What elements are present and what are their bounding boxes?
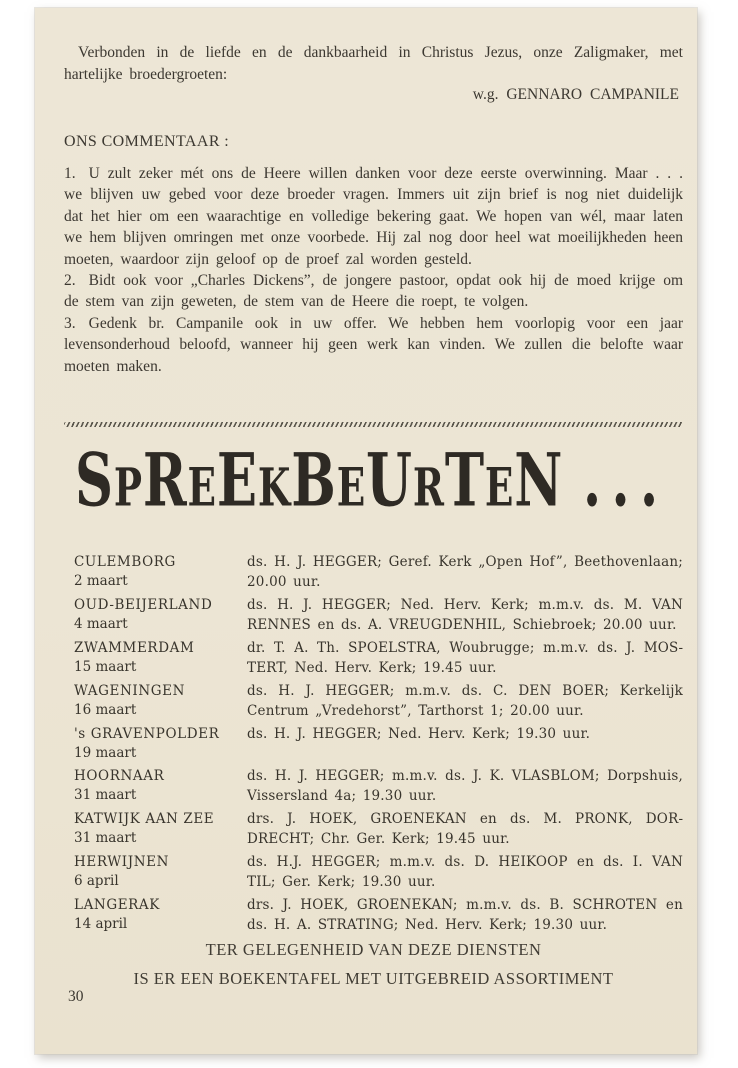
commentary-list: [64, 163, 683, 377]
schedule-row: [74, 596, 683, 635]
headline-letter: S: [75, 437, 114, 524]
headline-letter: K: [257, 458, 292, 519]
headline-letter: .: [582, 437, 603, 524]
headline-letter: T: [444, 437, 485, 524]
schedule-details: ds. H.J. HEGGER; m.m.v. ds. D. HEIKOOP en ds. I. VAN TIL; Ger. Kerk; 19.30 uur.: [247, 854, 683, 890]
schedule-place-name: ZWAMMERDAM: [74, 640, 195, 656]
schedule-place-cell: [74, 767, 247, 806]
schedule-place-name: CULEMBORG: [74, 554, 176, 570]
schedule-row: [74, 682, 683, 721]
headline-letter: E: [216, 437, 258, 524]
schedule-details: drs. J. HOEK, GROENEKAN en ds. M. PRONK, DORDRECHT; Chr. Ger. Kerk; 19.45 uur.: [247, 811, 683, 847]
headline-letter: E: [336, 458, 367, 519]
item-text: Bidt ook voor „Charles Dickens”, de jongere pastoor, opdat ook hij de moed krijge om de stem van zijn geweten, de stem van de Heere die roept, te volgen.: [64, 272, 683, 311]
schedule-row: [74, 639, 683, 678]
schedule-place-cell: [74, 853, 247, 892]
schedule-details: drs. J. HOEK, GROENEKAN; m.m.v. ds. B. SCHROTEN en ds. H. A. STRATING; Ned. Herv. Kerk; 19.30 uur.: [247, 897, 683, 933]
schedule-place-cell: [74, 639, 247, 678]
commentary-item-1: [64, 163, 683, 270]
schedule-row: [74, 853, 683, 892]
schedule-date: 6 april: [74, 873, 119, 889]
schedule-place-cell: [74, 725, 247, 763]
headline-letter: R: [142, 437, 188, 524]
schedule-place-cell: [74, 810, 247, 849]
section-headline-spreekbeurten: [75, 434, 659, 528]
schedule-place-name: LANGERAK: [74, 897, 160, 913]
schedule-row: [74, 896, 683, 935]
intro-paragraph: Verbonden in de liefde en de dankbaarheid in Christus Jezus, onze Zaligmaker, met hartelijke broedergroeten:: [64, 44, 683, 83]
headline-letter: U: [366, 437, 413, 524]
schedule-place-cell: [74, 596, 247, 635]
schedule-date: 19 maart: [74, 745, 137, 761]
schedule-row: [74, 725, 683, 763]
schedule-place-cell: [74, 682, 247, 721]
headline-letter: .: [639, 437, 660, 524]
schedule-place-name: HOORNAAR: [74, 768, 165, 784]
item-text: Gedenk br. Campanile ook in uw offer. We hebben hem voorlopig voor een jaar levensonderhoud beloofd, wanneer hij geen werk kan vinden. We zullen die belofte waar moeten maken.: [64, 314, 683, 375]
schedule-place-name: OUD-BEIJERLAND: [74, 597, 213, 613]
schedule-date: 31 maart: [74, 787, 137, 803]
schedule-details: dr. T. A. Th. SPOELSTRA, Woubrugge; m.m.v. ds. J. MOSTERT, Ned. Herv. Kerk; 19.45 uur.: [247, 640, 683, 676]
item-text: U zult zeker mét ons de Heere willen danken voor deze eerste overwinning. Maar . . . we blijven uw gebed voor deze broeder vragen. Immers uit zijn brief is nog niet duidelijk dat het hier om een waarachtige en volledige bekering gaat. We hopen van wél, maar laten we hem blijven omringen met onze voorbede. Hij zal nog door heel wat moeilijkheden heen moeten, waardoor zijn geloof op de proef zal worden gesteld.: [64, 165, 683, 268]
schedule-place-name: KATWIJK AAN ZEE: [74, 811, 215, 827]
schedule-details: ds. H. J. HEGGER; m.m.v. ds. J. K. VLASBLOM; Dorpshuis, Vissersland 4a; 19.30 uur.: [247, 768, 683, 804]
schedule-place-name: WAGENINGEN: [74, 683, 186, 699]
schedule-details: ds. H. J. HEGGER; Ned. Herv. Kerk; m.m.v. ds. M. VAN RENNES en ds. A. VREUGDENHIL, Schiebroek; 20.00 uur.: [247, 597, 683, 633]
schedule-place-cell: [74, 553, 247, 592]
commentary-item-3: [64, 313, 683, 377]
schedule-date: 4 maart: [74, 616, 128, 632]
commentary-item-2: [64, 270, 683, 313]
footer-line-1: TER GELEGENHEID VAN DEZE DIENSTEN: [205, 940, 542, 959]
schedule-place-cell: [74, 896, 247, 935]
schedule-date: 2 maart: [74, 573, 128, 589]
commentary-heading: ONS COMMENTAAR :: [64, 133, 230, 150]
headline-letter: R: [412, 458, 445, 519]
headline-letter: E: [484, 458, 515, 519]
schedule-place-name: 's GRAVENPOLDER: [74, 726, 220, 742]
magazine-page: [35, 8, 697, 1054]
schedule-date: 16 maart: [74, 702, 137, 718]
schedule-row: [74, 767, 683, 806]
headline-letter: E: [187, 458, 217, 519]
schedule-date: 14 april: [74, 916, 128, 932]
schedule-table: [74, 553, 683, 939]
schedule-details: ds. H. J. HEGGER; Ned. Herv. Kerk; 19.30 uur.: [247, 726, 591, 742]
page-number: 30: [68, 988, 84, 1005]
schedule-row: [74, 810, 683, 849]
item-number: 2.: [64, 272, 76, 290]
schedule-date: 31 maart: [74, 830, 137, 846]
item-number: 1.: [64, 165, 76, 182]
schedule-details: ds. H. J. HEGGER; Geref. Kerk „Open Hof”, Beethovenlaan; 20.00 uur.: [247, 554, 683, 590]
headline-letter: P: [113, 458, 143, 519]
schedule-date: 15 maart: [74, 659, 137, 675]
schedule-place-name: HERWIJNEN: [74, 854, 169, 870]
headline-letter: N: [514, 437, 564, 524]
schedule-details: ds. H. J. HEGGER; m.m.v. ds. C. DEN BOER; Kerkelijk Centrum „Vredehorst”, Tarthorst 1; 20.00 uur.: [247, 683, 683, 719]
item-number: 3.: [64, 314, 76, 332]
headline-letter: .: [611, 437, 631, 524]
signature-line: w.g. GENNARO CAMPANILE: [472, 86, 679, 103]
headline-letter: B: [291, 437, 337, 524]
footer-line-2: IS ER EEN BOEKENTAFEL MET UITGEBREID ASSORTIMENT: [133, 969, 614, 988]
footer-announcement: [64, 935, 683, 993]
wavy-divider: [64, 422, 683, 427]
schedule-row: [74, 553, 683, 592]
page-content: [35, 8, 697, 377]
